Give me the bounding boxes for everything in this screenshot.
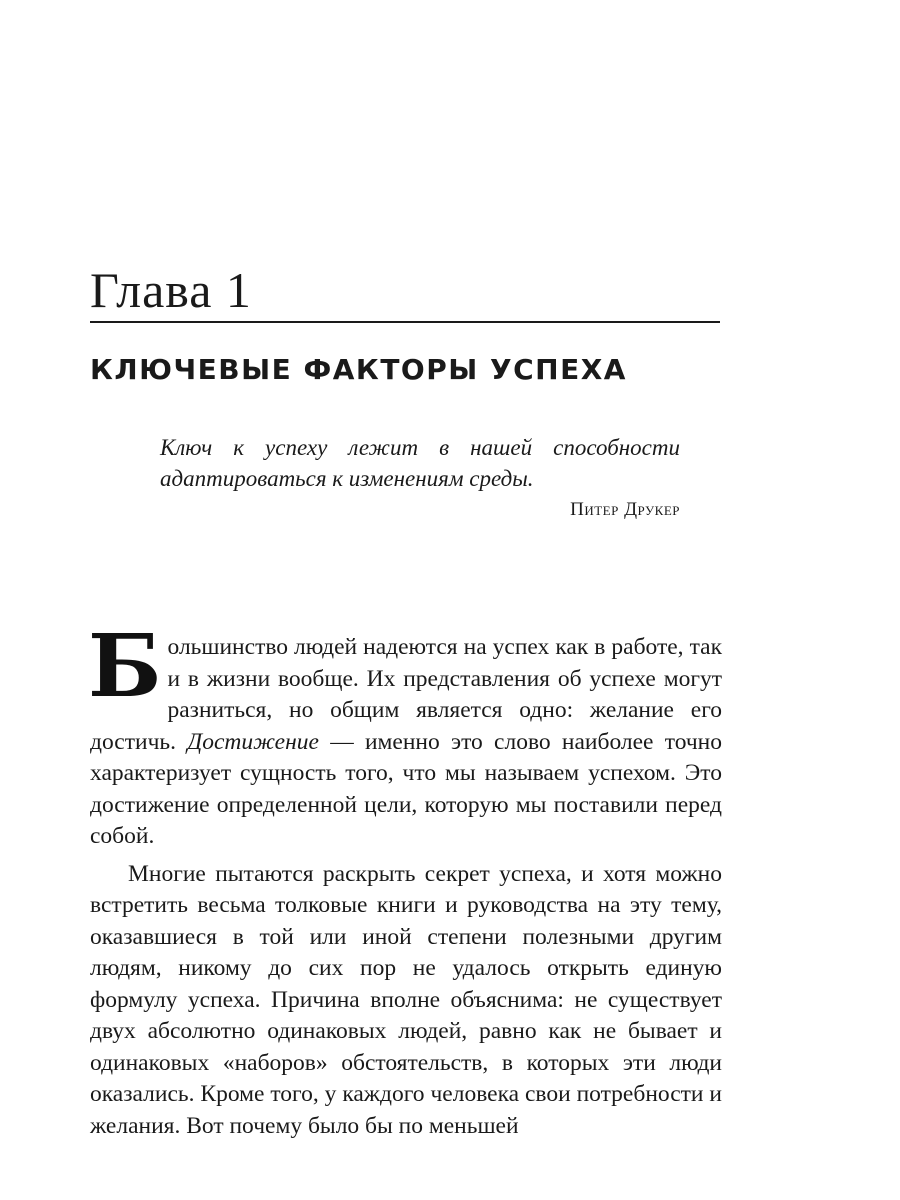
paragraph-1 [88, 616, 722, 853]
epigraph-author: Питер Друкер [570, 499, 680, 520]
body-text [88, 616, 722, 1142]
paragraph-2: Многие пытаются раскрыть секрет успеха, и хотя можно встретить весьма толковые книги и руководства на эту тему, оказавшиеся в той или иной степени полезными другим людям, никому до сих пор не удалось открыть единую формулу успеха. Причина вполне объяснима: не существует двух абсолютно одинаковых людей, равно как не бывает и одинаковых «наборов» обстоятельств, в которых эти люди оказались. Кроме того, у каждого человека свои потребности и желания. Вот почему было бы по меньшей [90, 860, 722, 1139]
epigraph-quote: Ключ к успеху лежит в нашей способности адаптироваться к изменениям среды. [160, 435, 680, 491]
epigraph [160, 432, 680, 525]
chapter-divider [90, 321, 720, 323]
chapter-title: КЛЮЧЕВЫЕ ФАКТОРЫ УСПЕХА [90, 353, 627, 386]
drop-cap: Б [88, 616, 162, 717]
paragraph-1-text-a: ольшинство людей надеются на успех как в работе, так и в жизни вообще. Их представления об успехе могут разниться, но общим является одно: желание его достичь. [90, 634, 722, 755]
paragraph-1-emphasis: Достижение [187, 728, 319, 755]
chapter-label: Глава 1 [90, 262, 252, 318]
paragraph-1-text-b: — именно это слово наиболее точно характеризует сущность того, что мы называем успехом. Это достижение определенной цели, которую мы поставили перед собой. [90, 728, 722, 849]
